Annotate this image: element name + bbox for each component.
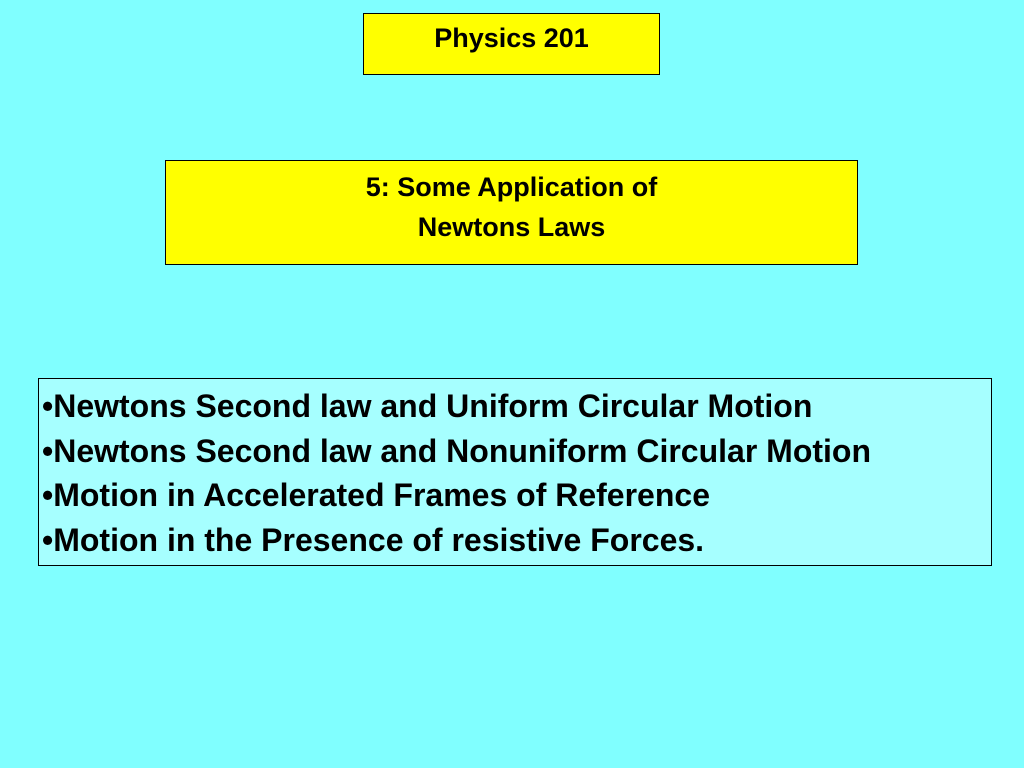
bullet: • (42, 432, 54, 469)
chapter-title: 5: Some Application of Newtons Laws (365, 172, 658, 242)
topic-item (42, 429, 987, 474)
topic-text: Newtons Second law and Nonuniform Circular Motion (53, 432, 872, 469)
course-title-box (363, 13, 660, 75)
bullet: • (42, 521, 54, 558)
topic-text: Motion in Accelerated Frames of Reference (53, 477, 710, 513)
topic-text: Newtons Second law and Uniform Circular Motion (53, 388, 813, 424)
topic-text: Motion in the Presence of resistive Forces. (53, 521, 705, 558)
topic-item (42, 518, 987, 563)
topic-item (42, 473, 987, 518)
topic-item (42, 384, 987, 429)
bullet: • (42, 477, 54, 513)
topic-list (42, 384, 987, 562)
chapter-title-box (165, 160, 858, 265)
course-title: Physics 201 (434, 23, 589, 53)
bullet: • (42, 388, 54, 424)
